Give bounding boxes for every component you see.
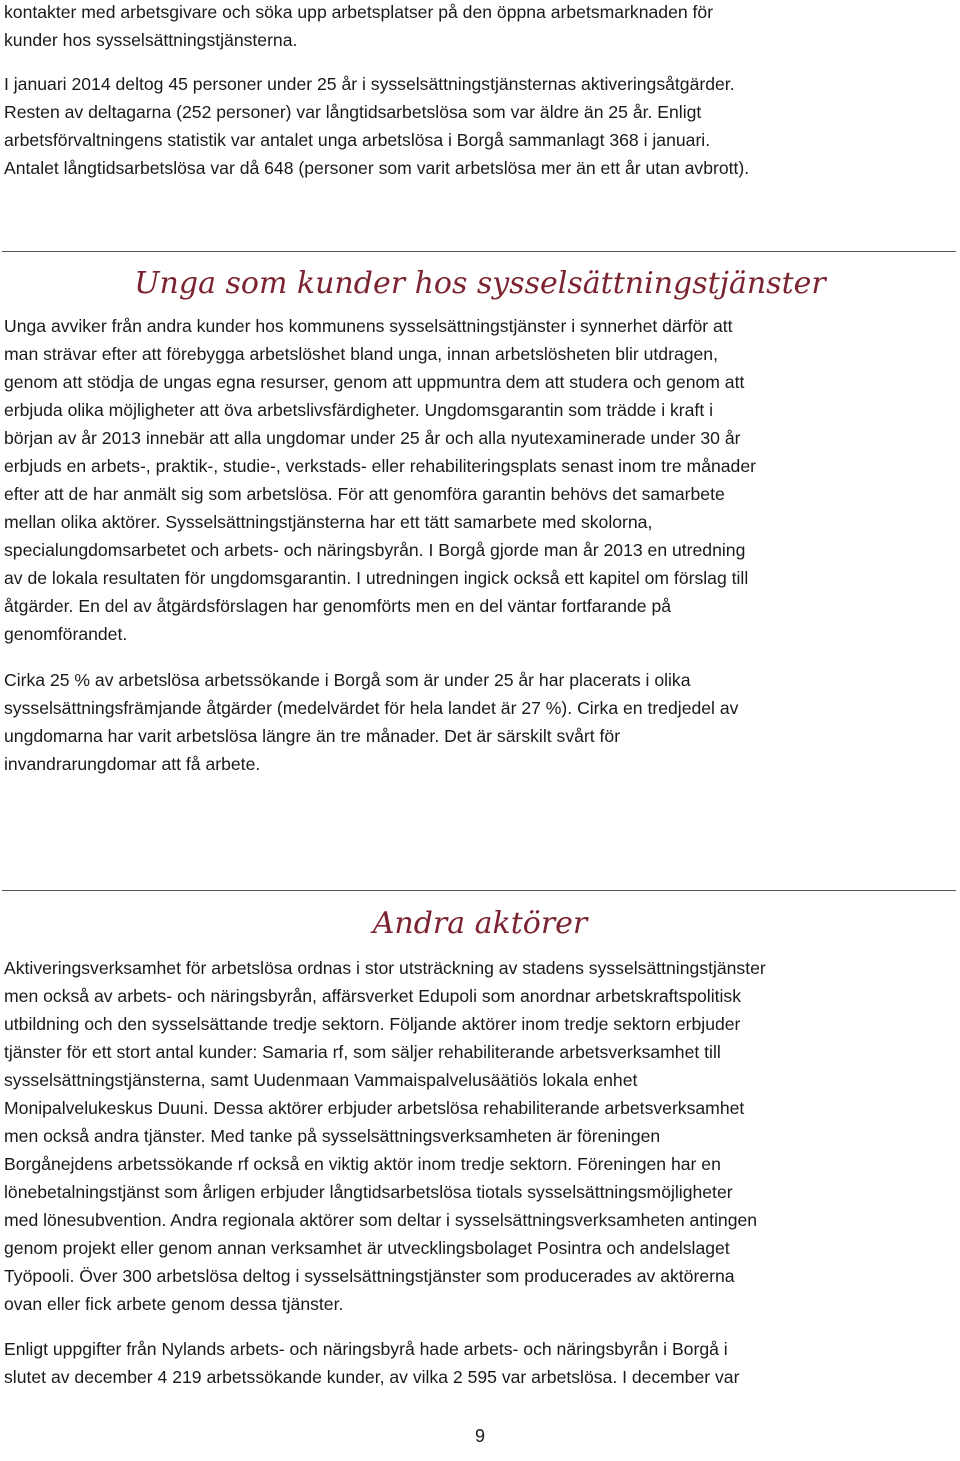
text-line: ovan eller fick arbete genom dessa tjänster. xyxy=(4,1294,344,1314)
text-line: med lönesubvention. Andra regionala aktörer som deltar i sysselsättningsverksamheten antingen xyxy=(4,1210,758,1230)
text-line: slutet av december 4 219 arbetssökande kunder, av vilka 2 595 var arbetslösa. I december var xyxy=(4,1367,740,1387)
text-line: arbetsförvaltningens statistik var antalet unga arbetslösa i Borgå sammanlagt 368 i januari. xyxy=(4,130,711,150)
text-line: utbildning och den sysselsättande tredje sektorn. Följande aktörer inom tredje sektorn erbjuder xyxy=(4,1014,741,1034)
text-line: genom projekt eller genom annan verksamhet är utvecklingsbolaget Posintra och andelslaget xyxy=(4,1238,730,1258)
text-line: av de lokala resultaten för ungdomsgarantin. I utredningen ingick också ett kapitel om förslag till xyxy=(4,568,749,588)
text-line: Cirka 25 % av arbetslösa arbetssökande i Borgå som är under 25 år har placerats i olika xyxy=(4,670,691,690)
text-line: invandrarungdomar att få arbete. xyxy=(4,754,261,774)
section-heading-unga: Unga som kunder hos sysselsättningstjänster xyxy=(134,266,826,301)
section-divider xyxy=(2,251,956,252)
text-line: åtgärder. En del av åtgärdsförslagen har genomförts men en del väntar fortfarande på xyxy=(4,596,672,616)
text-line: I januari 2014 deltog 45 personer under 25 år i sysselsättningstjänsternas aktiveringsåtgärder. xyxy=(4,74,735,94)
text-line: lönebetalningstjänst som årligen erbjuder långtidsarbetslösa tiotals sysselsättningsmöjligheter xyxy=(4,1182,733,1202)
text-line: men också andra tjänster. Med tanke på sysselsättningsverksamheten är föreningen xyxy=(4,1126,661,1146)
text-line: erbjuda olika möjligheter att öva arbetslivsfärdigheter. Ungdomsgarantin som trädde i kraft i xyxy=(4,400,713,420)
text-line: tjänster för ett stort antal kunder: Samaria rf, som säljer rehabiliterande arbetsverksamhet till xyxy=(4,1042,721,1062)
text-line: kontakter med arbetsgivare och söka upp arbetsplatser på den öppna arbetsmarknaden för xyxy=(4,2,714,22)
text-line: genomförandet. xyxy=(4,624,128,644)
text-line: Työpooli. Över 300 arbetslösa deltog i sysselsättningstjänster som producerades av aktörerna xyxy=(4,1266,735,1286)
text-line: Unga avviker från andra kunder hos kommunens sysselsättningstjänster i synnerhet därför att xyxy=(4,316,733,336)
text-line: Enligt uppgifter från Nylands arbets- och näringsbyrå hade arbets- och näringsbyrån i Borgå i xyxy=(4,1339,728,1359)
text-line: specialungdomsarbetet och arbets- och näringsbyrån. I Borgå gjorde man år 2013 en utredning xyxy=(4,540,746,560)
text-line: man strävar efter att förebygga arbetslöshet bland unga, innan arbetslösheten blir utdragen, xyxy=(4,344,718,364)
text-line: Borgånejdens arbetssökande rf också en viktig aktör inom tredje sektorn. Föreningen har en xyxy=(4,1154,721,1174)
text-line: ungdomarna har varit arbetslösa längre än tre månader. Det är särskilt svårt för xyxy=(4,726,621,746)
text-line: Aktiveringsverksamhet för arbetslösa ordnas i stor utsträckning av stadens sysselsättningstjänster xyxy=(4,958,766,978)
text-line: början av år 2013 innebär att alla ungdomar under 25 år och alla nyutexaminerade under 30 år xyxy=(4,428,741,448)
section-heading-andra-aktorer: Andra aktörer xyxy=(372,906,588,941)
section-divider xyxy=(2,890,956,891)
text-line: erbjuds en arbets-, praktik-, studie-, verkstads- eller rehabiliteringsplats senast inom tre månader xyxy=(4,456,756,476)
text-line: kunder hos sysselsättningstjänsterna. xyxy=(4,30,298,50)
text-line: men också av arbets- och näringsbyrån, affärsverket Edupoli som anordnar arbetskraftspolitisk xyxy=(4,986,742,1006)
text-line: genom att stödja de ungas egna resurser, genom att uppmuntra dem att studera och genom att xyxy=(4,372,745,392)
text-line: Antalet långtidsarbetslösa var då 648 (personer som varit arbetslösa mer än ett år utan avbrott). xyxy=(4,158,750,178)
text-line: Monipalvelukeskus Duuni. Dessa aktörer erbjuder arbetslösa rehabiliterande arbetsverksamhet xyxy=(4,1098,745,1118)
text-line: sysselsättningstjänsterna, samt Uudenmaan Vammaispalvelusäätiös lokala enhet xyxy=(4,1070,638,1090)
text-line: Resten av deltagarna (252 personer) var långtidsarbetslösa som var äldre än 25 år. Enligt xyxy=(4,102,702,122)
text-line: sysselsättningsfrämjande åtgärder (medelvärdet för hela landet är 27 %). Cirka en tredjedel av xyxy=(4,698,739,718)
text-line: efter att de har anmält sig som arbetslösa. För att genomföra garantin behövs det samarbete xyxy=(4,484,725,504)
page-number: 9 xyxy=(474,1426,485,1446)
text-line: mellan olika aktörer. Sysselsättningstjänsterna har ett tätt samarbete med skolorna, xyxy=(4,512,653,532)
